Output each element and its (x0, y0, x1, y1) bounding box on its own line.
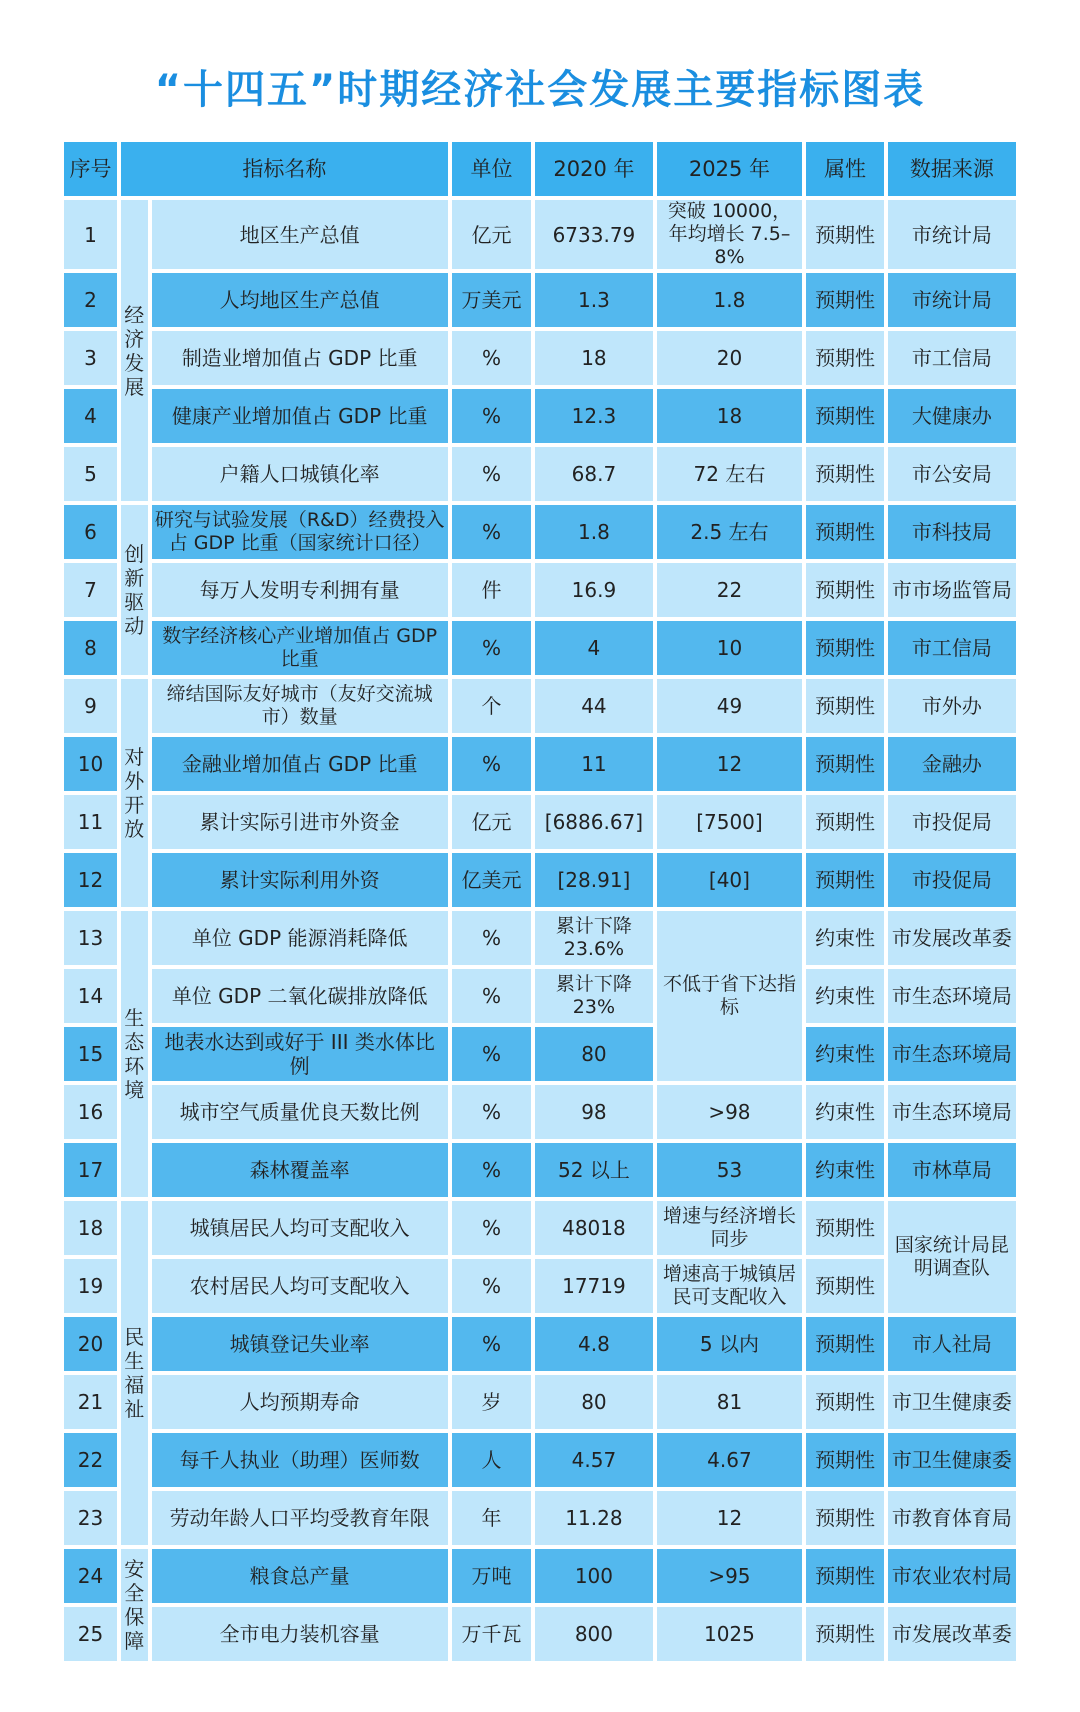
cell-source: 市发展改革委 (888, 1607, 1016, 1661)
table-row (64, 331, 1016, 385)
table-row (64, 679, 1016, 733)
cell-unit: % (452, 447, 532, 501)
group-label-welfare: 民生福祉 (121, 1201, 148, 1545)
cell-2020: 16.9 (535, 563, 652, 617)
header-no: 序号 (64, 142, 117, 196)
table-row (64, 273, 1016, 327)
cell-2025: 53 (657, 1143, 803, 1197)
cell-no: 7 (64, 563, 117, 617)
cell-no: 14 (64, 969, 117, 1023)
table-header-row (64, 142, 1016, 196)
cell-no: 16 (64, 1085, 117, 1139)
cell-unit: % (452, 1027, 532, 1081)
table-row (64, 1607, 1016, 1661)
cell-no: 11 (64, 795, 117, 849)
cell-2025-merged: 不低于省下达指标 (657, 911, 803, 1081)
cell-name: 金融业增加值占 GDP 比重 (152, 737, 448, 791)
cell-no: 15 (64, 1027, 117, 1081)
table-row (64, 853, 1016, 907)
cell-name: 城镇居民人均可支配收入 (152, 1201, 448, 1255)
group-label-opening: 对外开放 (121, 679, 148, 907)
cell-name: 人均预期寿命 (152, 1375, 448, 1429)
table-row (64, 1085, 1016, 1139)
cell-no: 10 (64, 737, 117, 791)
cell-2025: 1025 (657, 1607, 803, 1661)
cell-source: 市工信局 (888, 621, 1016, 675)
cell-2025: 49 (657, 679, 803, 733)
cell-name: 累计实际引进市外资金 (152, 795, 448, 849)
cell-attr: 预期性 (806, 1607, 883, 1661)
cell-source: 市农业农村局 (888, 1549, 1016, 1603)
cell-source: 市市场监管局 (888, 563, 1016, 617)
cell-unit: 个 (452, 679, 532, 733)
cell-source: 市发展改革委 (888, 911, 1016, 965)
cell-name: 每万人发明专利拥有量 (152, 563, 448, 617)
cell-2020: 12.3 (535, 389, 652, 443)
cell-no: 2 (64, 273, 117, 327)
cell-unit: % (452, 505, 532, 559)
cell-attr: 预期性 (806, 200, 883, 269)
cell-attr: 预期性 (806, 621, 883, 675)
cell-attr: 预期性 (806, 1375, 883, 1429)
cell-name: 城市空气质量优良天数比例 (152, 1085, 448, 1139)
cell-source: 市投促局 (888, 795, 1016, 849)
cell-no: 23 (64, 1491, 117, 1545)
cell-name: 人均地区生产总值 (152, 273, 448, 327)
cell-name: 每千人执业（助理）医师数 (152, 1433, 448, 1487)
cell-2025: 12 (657, 1491, 803, 1545)
cell-attr: 预期性 (806, 563, 883, 617)
cell-name: 森林覆盖率 (152, 1143, 448, 1197)
cell-source: 市卫生健康委 (888, 1433, 1016, 1487)
cell-no: 25 (64, 1607, 117, 1661)
cell-no: 9 (64, 679, 117, 733)
cell-2020: 44 (535, 679, 652, 733)
cell-name: 研究与试验发展（R&D）经费投入占 GDP 比重（国家统计口径） (152, 505, 448, 559)
cell-2025: 5 以内 (657, 1317, 803, 1371)
cell-2020: 1.8 (535, 505, 652, 559)
cell-no: 6 (64, 505, 117, 559)
cell-source-merged: 国家统计局昆明调查队 (888, 1201, 1016, 1313)
cell-no: 17 (64, 1143, 117, 1197)
cell-unit: 人 (452, 1433, 532, 1487)
cell-unit: 岁 (452, 1375, 532, 1429)
cell-2025: 12 (657, 737, 803, 791)
cell-unit: % (452, 1201, 532, 1255)
cell-unit: % (452, 331, 532, 385)
cell-attr: 约束性 (806, 1143, 883, 1197)
cell-unit: % (452, 1143, 532, 1197)
table-row (64, 447, 1016, 501)
cell-2020: 68.7 (535, 447, 652, 501)
cell-unit: % (452, 911, 532, 965)
cell-source: 市统计局 (888, 273, 1016, 327)
cell-2020: 48018 (535, 1201, 652, 1255)
cell-2025: 1.8 (657, 273, 803, 327)
cell-attr: 约束性 (806, 969, 883, 1023)
header-attr: 属性 (806, 142, 883, 196)
cell-attr: 预期性 (806, 447, 883, 501)
table-row (64, 1317, 1016, 1371)
cell-name: 地区生产总值 (152, 200, 448, 269)
cell-attr: 预期性 (806, 273, 883, 327)
header-2020: 2020 年 (535, 142, 652, 196)
cell-2025: 20 (657, 331, 803, 385)
table-row (64, 911, 1016, 965)
cell-attr: 预期性 (806, 1317, 883, 1371)
cell-attr: 预期性 (806, 795, 883, 849)
cell-name: 缔结国际友好城市（友好交流城市）数量 (152, 679, 448, 733)
cell-source: 市投促局 (888, 853, 1016, 907)
cell-unit: % (452, 621, 532, 675)
cell-2025: 72 左右 (657, 447, 803, 501)
group-label-innovation: 创新驱动 (121, 505, 148, 675)
cell-2025: 2.5 左右 (657, 505, 803, 559)
cell-attr: 预期性 (806, 679, 883, 733)
cell-unit: % (452, 389, 532, 443)
table-row (64, 200, 1016, 269)
cell-no: 18 (64, 1201, 117, 1255)
cell-unit: 年 (452, 1491, 532, 1545)
cell-source: 市教育体育局 (888, 1491, 1016, 1545)
cell-name: 单位 GDP 二氧化碳排放降低 (152, 969, 448, 1023)
cell-attr: 预期性 (806, 1549, 883, 1603)
cell-2020: 4.57 (535, 1433, 652, 1487)
cell-2020: 80 (535, 1027, 652, 1081)
cell-source: 市生态环境局 (888, 1085, 1016, 1139)
cell-unit: 件 (452, 563, 532, 617)
cell-2020: [28.91] (535, 853, 652, 907)
table-row (64, 1491, 1016, 1545)
cell-2020: 4 (535, 621, 652, 675)
group-label-ecology: 生态环境 (121, 911, 148, 1197)
cell-source: 市科技局 (888, 505, 1016, 559)
cell-2025: 突破 10000，年均增长 7.5–8% (657, 200, 803, 269)
cell-2025: 增速高于城镇居民可支配收入 (657, 1259, 803, 1313)
table-row (64, 1549, 1016, 1603)
cell-name: 粮食总产量 (152, 1549, 448, 1603)
cell-name: 户籍人口城镇化率 (152, 447, 448, 501)
cell-attr: 约束性 (806, 1085, 883, 1139)
table-row (64, 563, 1016, 617)
cell-attr: 预期性 (806, 1491, 883, 1545)
cell-2020: 98 (535, 1085, 652, 1139)
cell-2025: 18 (657, 389, 803, 443)
cell-attr: 预期性 (806, 1201, 883, 1255)
cell-2020: 11 (535, 737, 652, 791)
table-row (64, 1143, 1016, 1197)
cell-no: 4 (64, 389, 117, 443)
header-name: 指标名称 (121, 142, 448, 196)
cell-2025: 10 (657, 621, 803, 675)
cell-no: 21 (64, 1375, 117, 1429)
cell-name: 地表水达到或好于 III 类水体比例 (152, 1027, 448, 1081)
cell-no: 20 (64, 1317, 117, 1371)
cell-name: 健康产业增加值占 GDP 比重 (152, 389, 448, 443)
table-row (64, 1375, 1016, 1429)
cell-unit: 亿元 (452, 795, 532, 849)
cell-unit: 万千瓦 (452, 1607, 532, 1661)
cell-2025: 81 (657, 1375, 803, 1429)
group-label-security: 安全保障 (121, 1549, 148, 1661)
cell-name: 全市电力装机容量 (152, 1607, 448, 1661)
cell-attr: 约束性 (806, 1027, 883, 1081)
cell-attr: 预期性 (806, 505, 883, 559)
cell-no: 3 (64, 331, 117, 385)
cell-attr: 预期性 (806, 1433, 883, 1487)
cell-2020: 80 (535, 1375, 652, 1429)
cell-no: 22 (64, 1433, 117, 1487)
cell-unit: 万美元 (452, 273, 532, 327)
cell-2020: 17719 (535, 1259, 652, 1313)
cell-no: 5 (64, 447, 117, 501)
cell-2020: 18 (535, 331, 652, 385)
group-label-economy: 经济发展 (121, 200, 148, 501)
cell-2025: >95 (657, 1549, 803, 1603)
cell-no: 19 (64, 1259, 117, 1313)
cell-unit: 万吨 (452, 1549, 532, 1603)
cell-2020: 累计下降 23.6% (535, 911, 652, 965)
indicator-table (60, 138, 1020, 1665)
cell-no: 13 (64, 911, 117, 965)
cell-2020: 累计下降 23% (535, 969, 652, 1023)
cell-2020: 4.8 (535, 1317, 652, 1371)
cell-2020: 1.3 (535, 273, 652, 327)
table-row (64, 969, 1016, 1023)
page-title: “十四五”时期经济社会发展主要指标图表 (154, 67, 926, 113)
cell-2025: 22 (657, 563, 803, 617)
cell-source: 市生态环境局 (888, 969, 1016, 1023)
cell-2025: 增速与经济增长同步 (657, 1201, 803, 1255)
cell-2020: 52 以上 (535, 1143, 652, 1197)
table-row (64, 1433, 1016, 1487)
cell-source: 大健康办 (888, 389, 1016, 443)
cell-2025: 4.67 (657, 1433, 803, 1487)
cell-2025: >98 (657, 1085, 803, 1139)
cell-attr: 预期性 (806, 389, 883, 443)
cell-name: 数字经济核心产业增加值占 GDP 比重 (152, 621, 448, 675)
table-row (64, 1201, 1016, 1255)
header-2025: 2025 年 (657, 142, 803, 196)
table-row (64, 621, 1016, 675)
cell-no: 8 (64, 621, 117, 675)
cell-unit: % (452, 1259, 532, 1313)
cell-attr: 预期性 (806, 1259, 883, 1313)
cell-source: 市人社局 (888, 1317, 1016, 1371)
cell-unit: % (452, 1085, 532, 1139)
cell-source: 市公安局 (888, 447, 1016, 501)
table-row (64, 737, 1016, 791)
cell-attr: 预期性 (806, 331, 883, 385)
cell-attr: 约束性 (806, 911, 883, 965)
header-unit: 单位 (452, 142, 532, 196)
table-row (64, 505, 1016, 559)
cell-no: 24 (64, 1549, 117, 1603)
cell-no: 1 (64, 200, 117, 269)
cell-2020: [6886.67] (535, 795, 652, 849)
cell-unit: % (452, 969, 532, 1023)
cell-source: 市工信局 (888, 331, 1016, 385)
table-row (64, 1027, 1016, 1081)
cell-name: 制造业增加值占 GDP 比重 (152, 331, 448, 385)
cell-attr: 预期性 (806, 853, 883, 907)
cell-unit: % (452, 1317, 532, 1371)
cell-source: 市外办 (888, 679, 1016, 733)
cell-name: 农村居民人均可支配收入 (152, 1259, 448, 1313)
cell-source: 金融办 (888, 737, 1016, 791)
cell-source: 市统计局 (888, 200, 1016, 269)
cell-2020: 6733.79 (535, 200, 652, 269)
cell-2020: 800 (535, 1607, 652, 1661)
cell-2020: 11.28 (535, 1491, 652, 1545)
table-row (64, 389, 1016, 443)
cell-source: 市生态环境局 (888, 1027, 1016, 1081)
header-source: 数据来源 (888, 142, 1016, 196)
cell-name: 单位 GDP 能源消耗降低 (152, 911, 448, 965)
cell-unit: 亿美元 (452, 853, 532, 907)
cell-2025: [7500] (657, 795, 803, 849)
cell-2025: [40] (657, 853, 803, 907)
cell-attr: 预期性 (806, 737, 883, 791)
cell-unit: % (452, 737, 532, 791)
cell-name: 城镇登记失业率 (152, 1317, 448, 1371)
cell-source: 市卫生健康委 (888, 1375, 1016, 1429)
cell-unit: 亿元 (452, 200, 532, 269)
table-row (64, 1259, 1016, 1313)
cell-source: 市林草局 (888, 1143, 1016, 1197)
cell-2020: 100 (535, 1549, 652, 1603)
cell-name: 劳动年龄人口平均受教育年限 (152, 1491, 448, 1545)
cell-name: 累计实际利用外资 (152, 853, 448, 907)
table-row (64, 795, 1016, 849)
cell-no: 12 (64, 853, 117, 907)
